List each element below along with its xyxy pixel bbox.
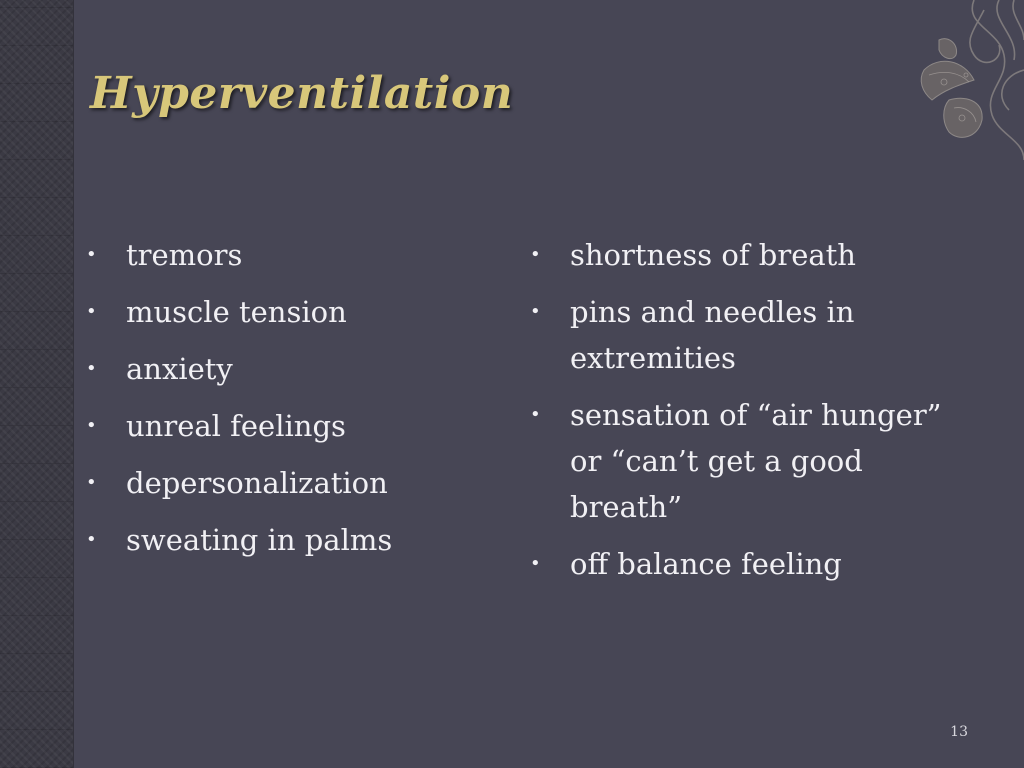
bullet-icon: • — [86, 472, 97, 493]
bullet-icon: • — [530, 301, 541, 322]
bullet-icon: • — [86, 358, 97, 379]
list-item — [86, 460, 506, 506]
slide-title: Hyperventilation — [90, 68, 514, 119]
left-bullet-list — [86, 232, 506, 563]
list-item-text: tremors — [126, 238, 243, 272]
list-item-text: depersonalization — [126, 466, 388, 500]
list-item-text: unreal feelings — [126, 409, 346, 443]
bullet-icon: • — [530, 244, 541, 265]
right-column — [530, 232, 950, 598]
bullet-icon: • — [86, 301, 97, 322]
list-item — [86, 289, 506, 335]
list-item — [530, 392, 950, 530]
slide-number: 13 — [950, 724, 968, 740]
bullet-icon: • — [530, 404, 541, 425]
list-item-text: shortness of breath — [570, 238, 856, 272]
bullet-icon: • — [86, 244, 97, 265]
left-decorative-band — [0, 0, 74, 768]
bullet-icon: • — [530, 553, 541, 574]
list-item-text: anxiety — [126, 352, 233, 386]
list-item — [86, 517, 506, 563]
list-item-text: pins and needles in extremities — [570, 295, 855, 375]
right-bullet-list — [530, 232, 950, 587]
list-item — [530, 541, 950, 587]
list-item-text: sensation of “air hunger” or “can’t get a good breath” — [570, 398, 942, 524]
list-item — [86, 403, 506, 449]
left-column — [86, 232, 506, 574]
bullet-icon: • — [86, 415, 97, 436]
list-item-text: sweating in palms — [126, 523, 393, 557]
list-item-text: muscle tension — [126, 295, 347, 329]
list-item — [86, 346, 506, 392]
list-item — [530, 289, 950, 381]
bullet-icon: • — [86, 529, 97, 550]
list-item — [530, 232, 950, 278]
list-item — [86, 232, 506, 278]
list-item-text: off balance feeling — [570, 547, 842, 581]
filigree-butterfly-icon — [904, 0, 1024, 165]
